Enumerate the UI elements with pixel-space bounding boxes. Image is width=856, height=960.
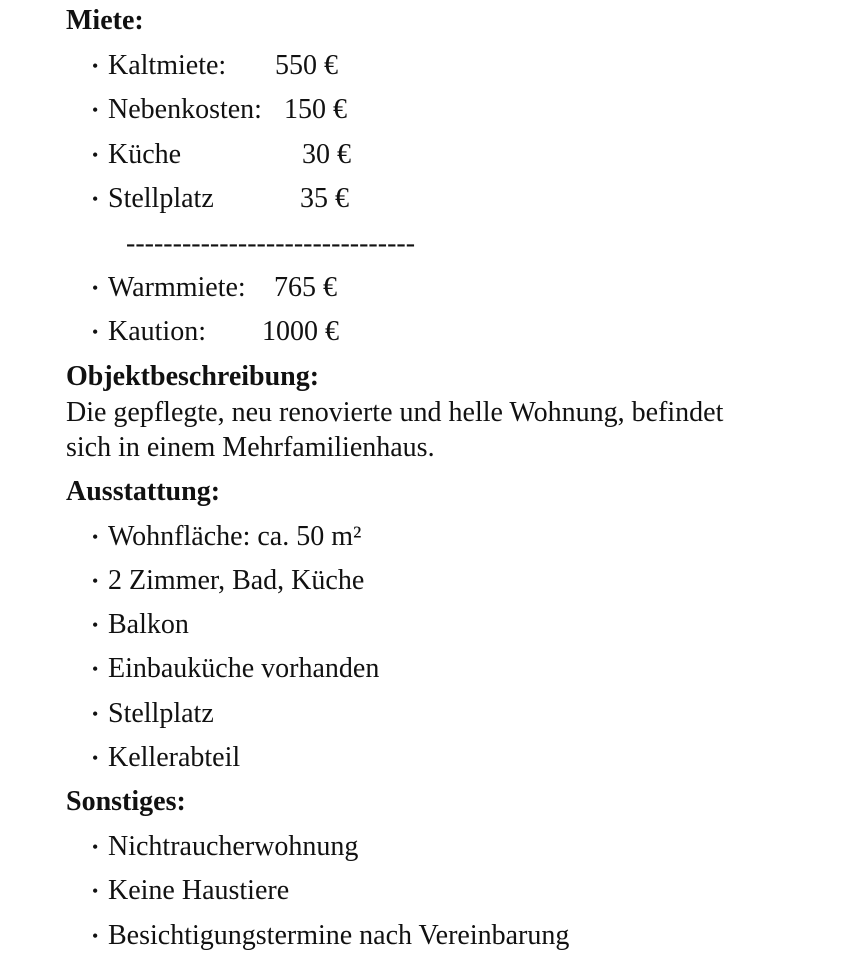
objekt-line: sich in einem Mehrfamilienhaus. bbox=[66, 432, 435, 463]
list-item-text: Nichtraucherwohnung bbox=[108, 831, 359, 862]
bullet-icon bbox=[92, 314, 108, 350]
row-value: 35 € bbox=[300, 183, 349, 214]
bullet-icon bbox=[92, 48, 108, 84]
list-item-text: Stellplatz bbox=[108, 698, 214, 729]
bullet-icon bbox=[92, 607, 108, 643]
bullet-icon bbox=[92, 519, 108, 555]
list-item bbox=[92, 829, 358, 865]
miete-heading: Miete: bbox=[66, 5, 144, 36]
ausstattung-heading: Ausstattung: bbox=[66, 476, 221, 507]
bullet-icon bbox=[92, 829, 108, 865]
list-item-text: Besichtigungstermine nach Vereinbarung bbox=[108, 920, 570, 951]
row-value: 150 € bbox=[284, 94, 347, 125]
bullet-icon bbox=[92, 651, 108, 687]
list-item bbox=[92, 651, 379, 687]
row-label: Küche bbox=[108, 139, 182, 170]
sonstiges-heading: Sonstiges: bbox=[66, 786, 186, 817]
row-label: Warmmiete: bbox=[108, 272, 246, 303]
row-value: 765 € bbox=[274, 272, 337, 303]
miete-row-kaution bbox=[92, 314, 339, 350]
bullet-icon bbox=[92, 92, 108, 128]
list-item bbox=[92, 519, 361, 555]
list-item bbox=[92, 563, 364, 599]
row-label: Stellplatz bbox=[108, 183, 214, 214]
bullet-icon bbox=[92, 137, 108, 173]
row-label: Kaltmiete: bbox=[108, 50, 227, 81]
list-item bbox=[92, 740, 240, 776]
list-item-text: 2 Zimmer, Bad, Küche bbox=[108, 565, 365, 596]
miete-row-kaltmiete bbox=[92, 48, 338, 84]
bullet-icon bbox=[92, 696, 108, 732]
bullet-icon bbox=[92, 873, 108, 909]
objekt-line: Die gepflegte, neu renovierte und helle Wohnung, befindet bbox=[66, 397, 724, 428]
miete-row-warmmiete bbox=[92, 270, 337, 306]
list-item-text: Kellerabteil bbox=[108, 742, 241, 773]
list-item bbox=[92, 696, 214, 732]
bullet-icon bbox=[92, 918, 108, 954]
miete-row-stellplatz bbox=[92, 181, 349, 217]
bullet-icon bbox=[92, 270, 108, 306]
row-value: 550 € bbox=[275, 50, 338, 81]
miete-row-kueche bbox=[92, 137, 351, 173]
list-item-text: Einbauküche vorhanden bbox=[108, 653, 380, 684]
miete-row-nebenkosten bbox=[92, 92, 347, 128]
sum-divider: ------------------------------- bbox=[126, 228, 416, 259]
list-item-text: Wohnfläche: ca. 50 m² bbox=[108, 521, 362, 552]
list-item-text: Balkon bbox=[108, 609, 189, 640]
bullet-icon bbox=[92, 181, 108, 217]
row-label: Nebenkosten: bbox=[108, 94, 262, 125]
row-value: 30 € bbox=[302, 139, 351, 170]
bullet-icon bbox=[92, 563, 108, 599]
list-item bbox=[92, 873, 289, 909]
list-item bbox=[92, 607, 189, 643]
list-item bbox=[92, 918, 569, 954]
row-value: 1000 € bbox=[262, 316, 339, 347]
bullet-icon bbox=[92, 740, 108, 776]
list-item-text: Keine Haustiere bbox=[108, 875, 290, 906]
objekt-heading: Objektbeschreibung: bbox=[66, 361, 320, 392]
row-label: Kaution: bbox=[108, 316, 206, 347]
